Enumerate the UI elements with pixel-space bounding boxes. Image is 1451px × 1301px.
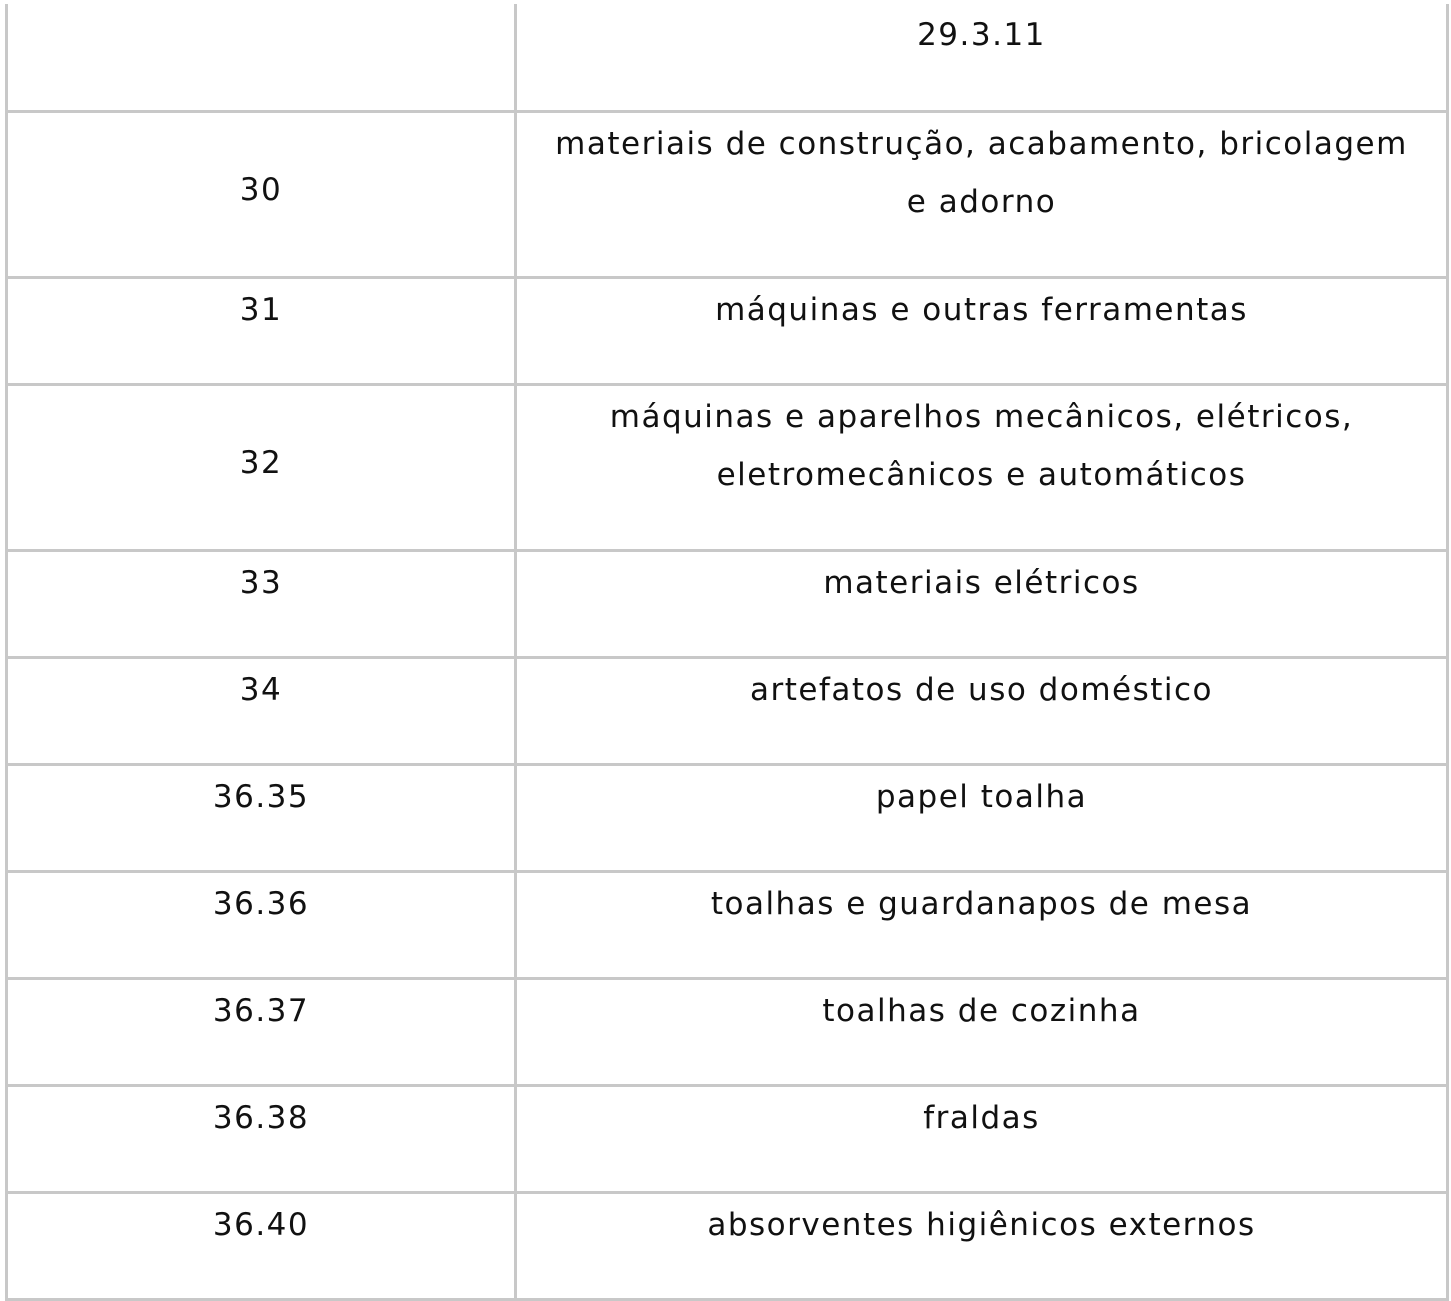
table-row [7,871,1448,978]
table-row [7,4,1448,111]
description-cell: papel toalha [516,764,1448,871]
table-row [7,384,1448,550]
code-cell: 36.36 [7,871,516,978]
description-cell: materiais elétricos [516,550,1448,657]
description-cell: materiais de construção, acabamento, bricolagem e adorno [516,111,1448,277]
code-cell: 36.40 [7,1192,516,1299]
code-cell: 36.38 [7,1085,516,1192]
description-cell: máquinas e aparelhos mecânicos, elétricos, eletromecânicos e automáticos [516,384,1448,550]
code-cell [7,4,516,111]
table-row [7,550,1448,657]
code-cell: 36.35 [7,764,516,871]
table-row [7,978,1448,1085]
code-cell: 33 [7,550,516,657]
table-row [7,1192,1448,1299]
table-row [7,1085,1448,1192]
description-cell: toalhas de cozinha [516,978,1448,1085]
description-cell: máquinas e outras ferramentas [516,277,1448,384]
description-cell: artefatos de uso doméstico [516,657,1448,764]
code-cell: 34 [7,657,516,764]
description-cell: 29.3.11 [516,4,1448,111]
table-row [7,277,1448,384]
description-cell: fraldas [516,1085,1448,1192]
description-cell: toalhas e guardanapos de mesa [516,871,1448,978]
product-code-table [5,4,1449,1301]
code-cell: 31 [7,277,516,384]
code-cell: 36.37 [7,978,516,1085]
code-cell: 30 [7,111,516,277]
description-cell: absorventes higiênicos externos [516,1192,1448,1299]
table-row [7,764,1448,871]
code-cell: 32 [7,384,516,550]
table-row [7,657,1448,764]
table-row [7,111,1448,277]
